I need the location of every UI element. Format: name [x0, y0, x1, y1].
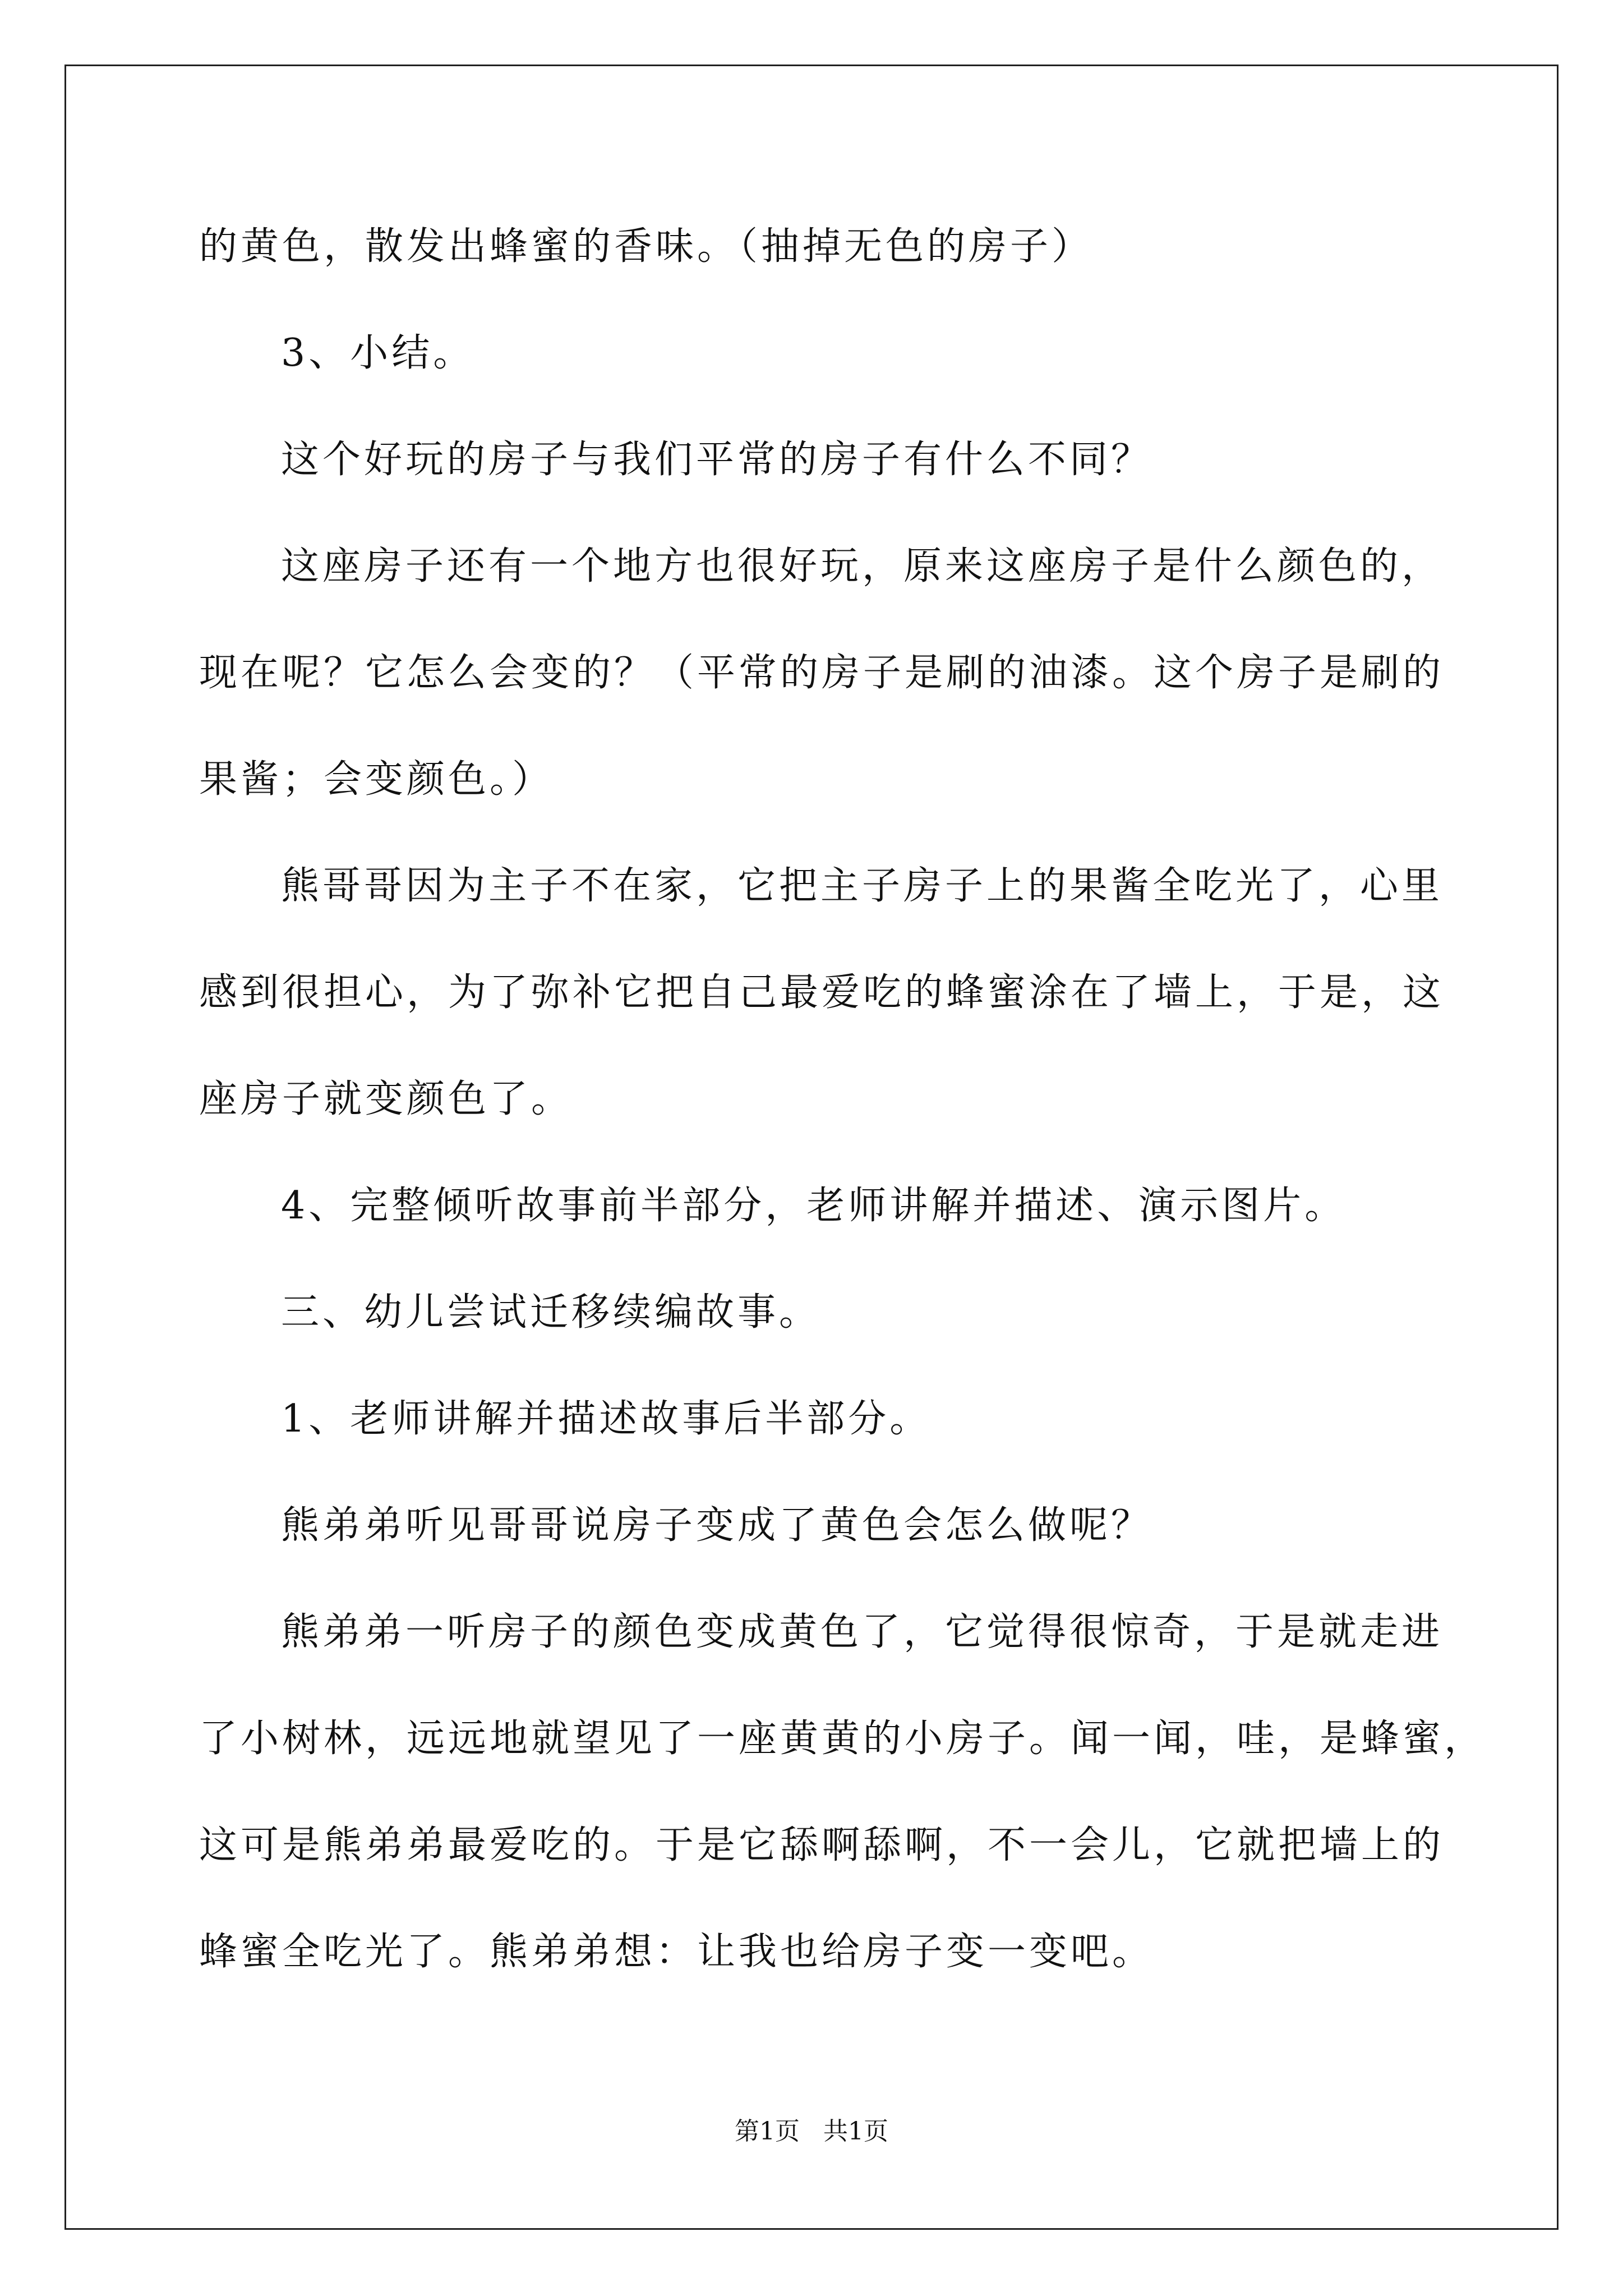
- text-line: 1、老师讲解并描述故事后半部分。: [281, 1397, 932, 1441]
- text-line: 的黄色，散发出蜂蜜的香味。（抽掉无色的房子）: [199, 224, 1094, 269]
- text-line: 熊哥哥因为主子不在家，它把主子房子上的果酱全吃光了，心里: [281, 864, 1444, 908]
- text-line: 4、完整倾听故事前半部分，老师讲解并描述、演示图片。: [281, 1184, 1347, 1228]
- text-line: 熊弟弟一听房子的颜色变成黄色了，它觉得很惊奇，于是就走进: [281, 1610, 1444, 1654]
- text-line: 现在呢？它怎么会变的？（平常的房子是刷的油漆。这个房子是刷的: [199, 651, 1445, 695]
- document-body: [199, 0, 1486, 1974]
- text-line: 感到很担心，为了弥补它把自己最爱吃的蜂蜜涂在了墙上，于是，这: [199, 970, 1445, 1015]
- text-line: 熊弟弟听见哥哥说房子变成了黄色会怎么做呢？: [281, 1503, 1153, 1548]
- text-line: 了小树林，远远地就望见了一座黄黄的小房子。闻一闻，哇，是蜂蜜，: [199, 1717, 1486, 1761]
- text-line: 三、幼儿尝试迁移续编故事。: [281, 1290, 821, 1335]
- text-line: 这个好玩的房子与我们平常的房子有什么不同？: [281, 438, 1153, 482]
- text-line: 果酱；会变颜色。）: [199, 757, 554, 802]
- page-footer: 第1页 共1页: [735, 2117, 888, 2146]
- text-line: 3、小结。: [281, 331, 475, 375]
- text-line: 这可是熊弟弟最爱吃的。于是它舔啊舔啊，不一会儿，它就把墙上的: [199, 1823, 1445, 1867]
- text-line: 这座房子还有一个地方也很好玩，原来这座房子是什么颜色的，: [281, 544, 1444, 588]
- text-line: 座房子就变颜色了。: [199, 1077, 573, 1121]
- text-line: 蜂蜜全吃光了。熊弟弟想：让我也给房子变一变吧。: [199, 1930, 1154, 1974]
